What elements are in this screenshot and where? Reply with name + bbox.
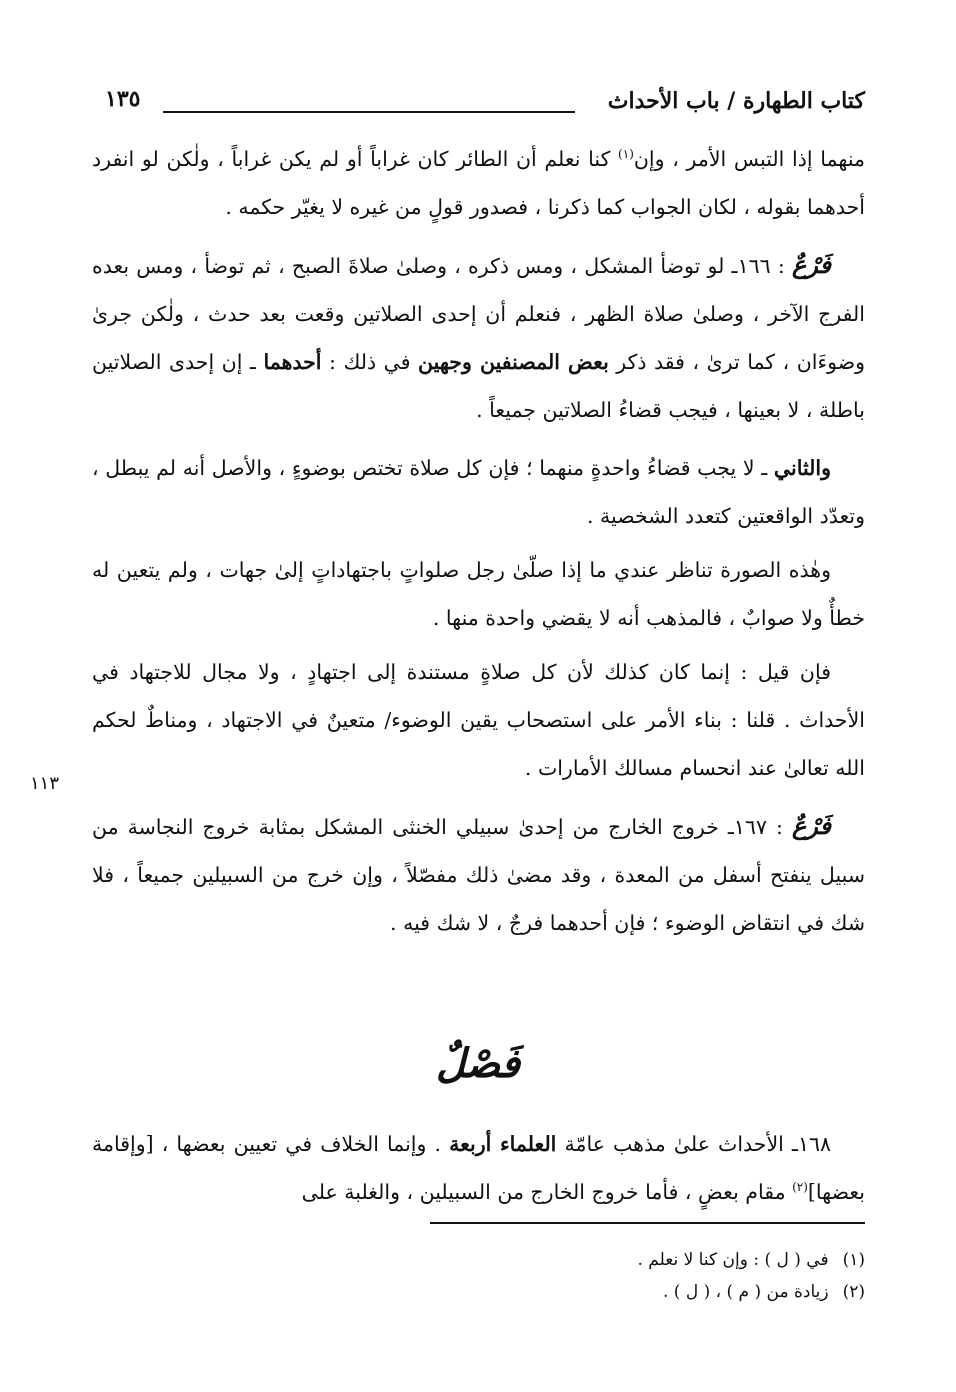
far-label: فَرْعٌ bbox=[791, 250, 831, 279]
paragraph-second-view: والثاني ـ لا يجب قضاءُ واحدةٍ منهما ؛ فإن كل صلاة تختص بوضوءٍ ، والأصل أنه لم يبطل ، وتعدّد الواقعتين كتعدد الشخصية . bbox=[92, 456, 865, 528]
footnote-rule bbox=[430, 1222, 865, 1224]
page-number: ١٣٥ bbox=[105, 86, 141, 112]
footnote-ref-1[interactable]: (١) bbox=[618, 147, 634, 162]
paragraph-far-166: فَرْعٌ : ١٦٦ـ لو توضأ المشكل ، ومس ذكره ، وصلىٰ صلاةَ الصبح ، ثم توضأ ، ومس بعده الفرج الآخر ، وصلىٰ صلاة الظهر ، فنعلم أن إحدى الصلاتين وقعت بعد حدث ، ولٰكن جرىٰ وضوءَان ، كما ترىٰ ، فقد ذكر بعض المصنفين وجهين في ذلك : أحدهما ـ إن إحدى الصلاتين باطلة ، لا بعينها ، فيجب قضاءُ الصلاتين جميعاً . bbox=[92, 250, 865, 422]
far-label: فَرْعٌ bbox=[791, 811, 831, 840]
footnote-ref-2[interactable]: (٢) bbox=[792, 1180, 808, 1195]
header-rule bbox=[163, 111, 575, 113]
paragraph-1: منهما إذا التبس الأمر ، وإن$^{(١)}$ كنا نعلم أن الطائر كان غراباً أو لم يكن غراباً ، ولٰكن لو انفرد أحدهما بقوله ، لكان الجواب كما ذكرنا ، فصدور قولٍ من غيره لا يغيّر حكمه . bbox=[92, 147, 865, 219]
section-heading-fasl: فَصْلٌ bbox=[435, 1040, 521, 1087]
footnote-1: (١)في ( ل ) : وإن كنا لا نعلم . bbox=[637, 1250, 865, 1270]
paragraph-168: ١٦٨ـ الأحداث علىٰ مذهب عامّة العلماء أربعة . وإنما الخلاف في تعيين بعضها ، [وإقامة بعضها]$^{(٢)}$ مقام بعضٍ ، فأما خروج الخارج من السبيلين ، والغلبة على bbox=[92, 1132, 865, 1204]
footnotes bbox=[430, 1244, 865, 1308]
margin-page-number: ١١٣ bbox=[30, 773, 60, 794]
running-header bbox=[105, 84, 865, 124]
section-text bbox=[92, 1120, 865, 1226]
paragraph-analogy: وهٰذه الصورة تناظر عندي ما إذا صلّىٰ رجل صلواتٍ باجتهاداتٍ إلىٰ جهات ، ولم يتعين له خطأٌ ولا صوابٌ ، فالمذهب أنه لا يقضي واحدة منها . bbox=[92, 558, 865, 630]
paragraph-objection: فإن قيل : إنما كان كذلك لأن كل صلاةٍ مستندة إلى اجتهادٍ ، ولا مجال للاجتهاد في الأحداث . قلنا : بناء الأمر على استصحاب يقين الوضوء/ متعينٌ في الاجتهاد ، ومناطٌ لحكم الله تعالىٰ عند انحسام مسالك الأمارات . bbox=[92, 660, 865, 780]
book-title: كتاب الطهارة / باب الأحداث bbox=[607, 88, 865, 114]
footnote-2: (٢)زيادة من ( م ) ، ( ل ) . bbox=[663, 1282, 865, 1302]
paragraph-far-167: فَرْعٌ : ١٦٧ـ خروج الخارج من إحدىٰ سبيلي الخنثى المشكل بمثابة خروج النجاسة من سبيل ينفتح أسفل من المعدة ، وقد مضىٰ ذلك مفصّلاً ، وإن خرج من السبيلين جميعاً ، فلا شك في انتقاض الوضوء ؛ فإن أحدهما فرجٌ ، لا شك فيه . bbox=[92, 811, 865, 935]
main-text bbox=[92, 135, 865, 957]
